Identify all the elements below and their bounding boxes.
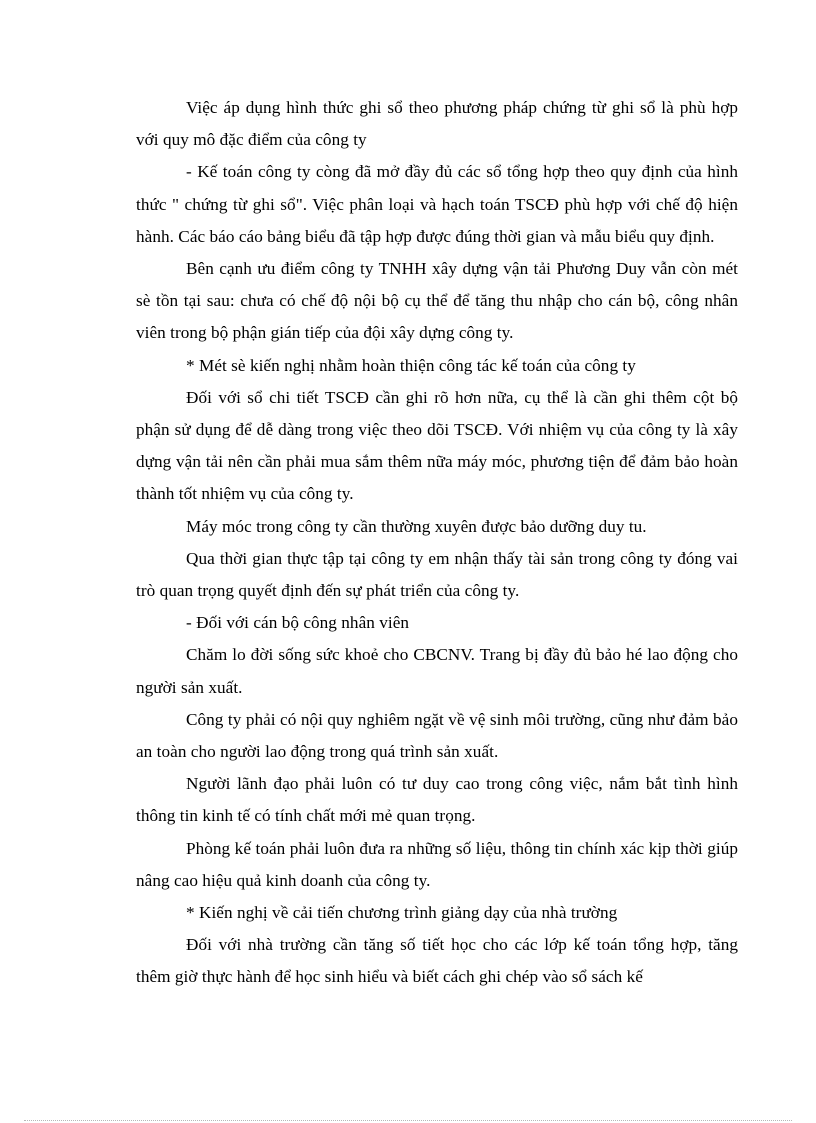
page-bottom-border <box>24 1120 792 1121</box>
paragraph-6: Máy móc trong công ty cần thường xuyên được bảo dưỡng duy tu. <box>186 516 647 536</box>
paragraph-3: Bên cạnh ưu điểm công ty TNHH xây dựng vận tải Phương Duy vẫn còn mét sè tồn tại sau: chưa có chế độ nội bộ cụ thể để tăng thu nhập cho cán bộ, công nhân viên trong bộ phận gián tiếp của đội xây dựng công ty. <box>136 259 738 343</box>
document-page <box>136 92 738 994</box>
paragraph-12: Phòng kế toán phải luôn đưa ra những số liệu, thông tin chính xác kịp thời giúp nâng cao hiệu quả kinh doanh của công ty. <box>136 838 738 890</box>
paragraph-13: * Kiến nghị về cải tiến chương trình giảng dạy của nhà trường <box>186 903 618 923</box>
paragraph-10: Công ty phải có nội quy nghiêm ngặt về vệ sinh môi trường, cũng như đảm bảo an toàn cho người lao động trong quá trình sản xuất. <box>136 709 738 762</box>
paragraph-8: - Đối với cán bộ công nhân viên <box>186 613 410 633</box>
paragraph-5: Đối với sổ chi tiết TSCĐ cần ghi rõ hơn nữa, cụ thể là cần ghi thêm cột bộ phận sử dụng để dễ dàng trong việc theo dõi TSCĐ. Với nhiệm vụ của công ty là xây dựng vận tải nên cần phải mua sắm thêm nữa máy móc, phương tiện để đảm bảo hoàn thành tốt nhiệm vụ của công ty. <box>136 387 738 504</box>
paragraph-4: * Mét sè kiến nghị nhằm hoàn thiện công tác kế toán của công ty <box>186 355 636 375</box>
paragraph-9: Chăm lo đời sống sức khoẻ cho CBCNV. Trang bị đầy đủ bảo hé lao động cho người sản xuất. <box>136 645 738 697</box>
paragraph-7: Qua thời gian thực tập tại công ty em nhận thấy tài sản trong công ty đóng vai trò quan trọng quyết định đến sự phát triển của công ty. <box>136 548 738 601</box>
paragraph-2: - Kế toán công ty còng đã mở đầy đủ các sổ tổng hợp theo quy định của hình thức " chứng từ ghi sổ". Việc phân loại và hạch toán TSCĐ phù hợp với chế độ hiện hành. Các báo cáo bảng biểu đã tập hợp được đúng thời gian và mẫu biểu quy định. <box>136 162 738 246</box>
paragraph-11: Người lãnh đạo phải luôn có tư duy cao trong công việc, nắm bắt tình hình thông tin kinh tế có tính chất mới mẻ quan trọng. <box>136 774 738 826</box>
paragraph-1: Việc áp dụng hình thức ghi sổ theo phương pháp chứng từ ghi sổ là phù hợp với quy mô đặc điểm của công ty <box>136 98 738 150</box>
paragraph-14: Đối với nhà trường cần tăng số tiết học cho các lớp kế toán tổng hợp, tăng thêm giờ thực hành để học sinh hiểu và biết cách ghi chép vào sổ sách kế <box>136 935 738 987</box>
